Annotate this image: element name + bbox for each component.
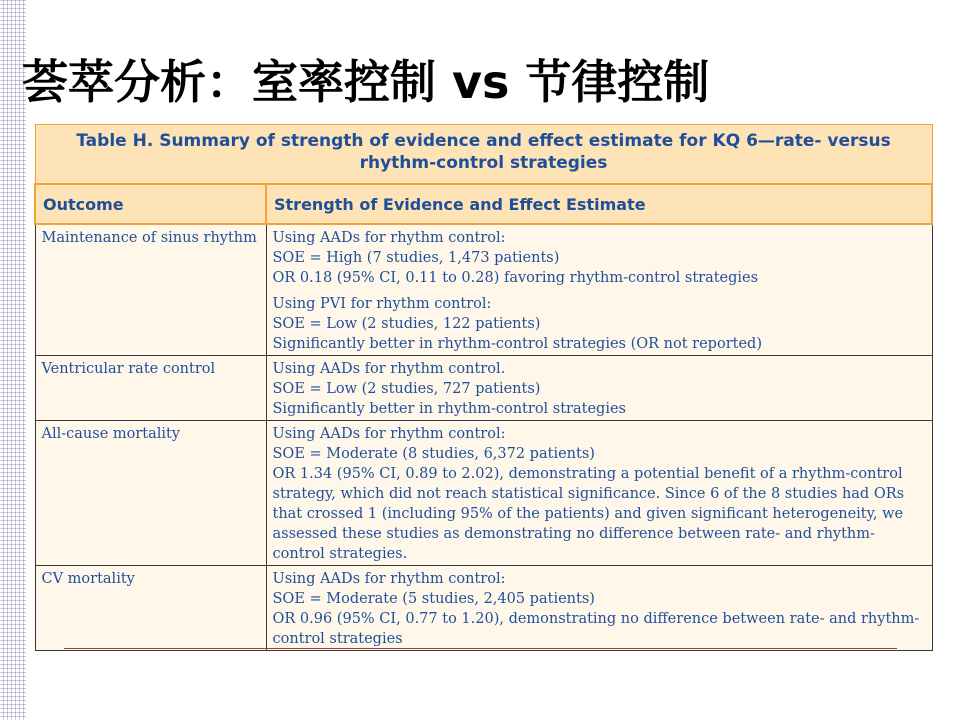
evidence-line: SOE = Low (2 studies, 727 patients) [272, 381, 541, 397]
evidence-line: SOE = Low (2 studies, 122 patients) [272, 316, 541, 332]
evidence-cell [266, 566, 932, 651]
evidence-summary-table-container [34, 124, 931, 651]
bottom-divider [64, 648, 897, 649]
evidence-line: Using AADs for rhythm control: [272, 230, 506, 246]
evidence-line: SOE = Moderate (5 studies, 2,405 patients) [272, 591, 595, 607]
evidence-summary-table [34, 124, 933, 651]
evidence-cell [266, 224, 932, 356]
slide-title: 荟萃分析：室率控制 vs 节律控制 [22, 55, 710, 109]
evidence-line: Using AADs for rhythm control: [272, 426, 506, 442]
evidence-cell [266, 356, 932, 421]
outcome-cell: Maintenance of sinus rhythm [35, 224, 266, 356]
evidence-line: Using AADs for rhythm control. [272, 361, 506, 377]
evidence-paragraph: OR 1.34 (95% CI, 0.89 to 2.02), demonstrating a potential benefit of a rhythm-control strategy, which did not reach statistical significance. Since 6 of the 8 studies had ORs that crossed 1 (including 95% of the patients) and given significant heterogeneity, we assessed these studies as demonstrating no difference between rate- and rhythm-control strategies. [272, 466, 905, 562]
outcome-cell: CV mortality [35, 566, 266, 651]
outcome-cell: All-cause mortality [35, 421, 266, 566]
evidence-line: Significantly better in rhythm-control strategies (OR not reported) [272, 336, 762, 352]
column-header-evidence: Strength of Evidence and Effect Estimate [266, 184, 932, 224]
outcome-cell: Ventricular rate control [35, 356, 266, 421]
evidence-line: OR 0.18 (95% CI, 0.11 to 0.28) favoring rhythm-control strategies [272, 270, 759, 286]
table-row [35, 421, 932, 566]
table-row [35, 566, 932, 651]
table-caption: Table H. Summary of strength of evidence and effect estimate for KQ 6—rate- versus rhythm-control strategies [35, 125, 932, 185]
evidence-line: SOE = Moderate (8 studies, 6,372 patients) [272, 446, 595, 462]
evidence-line: Significantly better in rhythm-control strategies [272, 401, 626, 417]
table-row [35, 224, 932, 356]
column-header-outcome: Outcome [35, 184, 266, 224]
table-row [35, 356, 932, 421]
evidence-line: SOE = High (7 studies, 1,473 patients) [272, 250, 560, 266]
evidence-paragraph: OR 0.96 (95% CI, 0.77 to 1.20), demonstrating no difference between rate- and rhythm-control strategies [272, 611, 920, 647]
evidence-line: Using AADs for rhythm control: [272, 571, 506, 587]
evidence-line: Using PVI for rhythm control: [272, 296, 492, 312]
evidence-cell [266, 421, 932, 566]
